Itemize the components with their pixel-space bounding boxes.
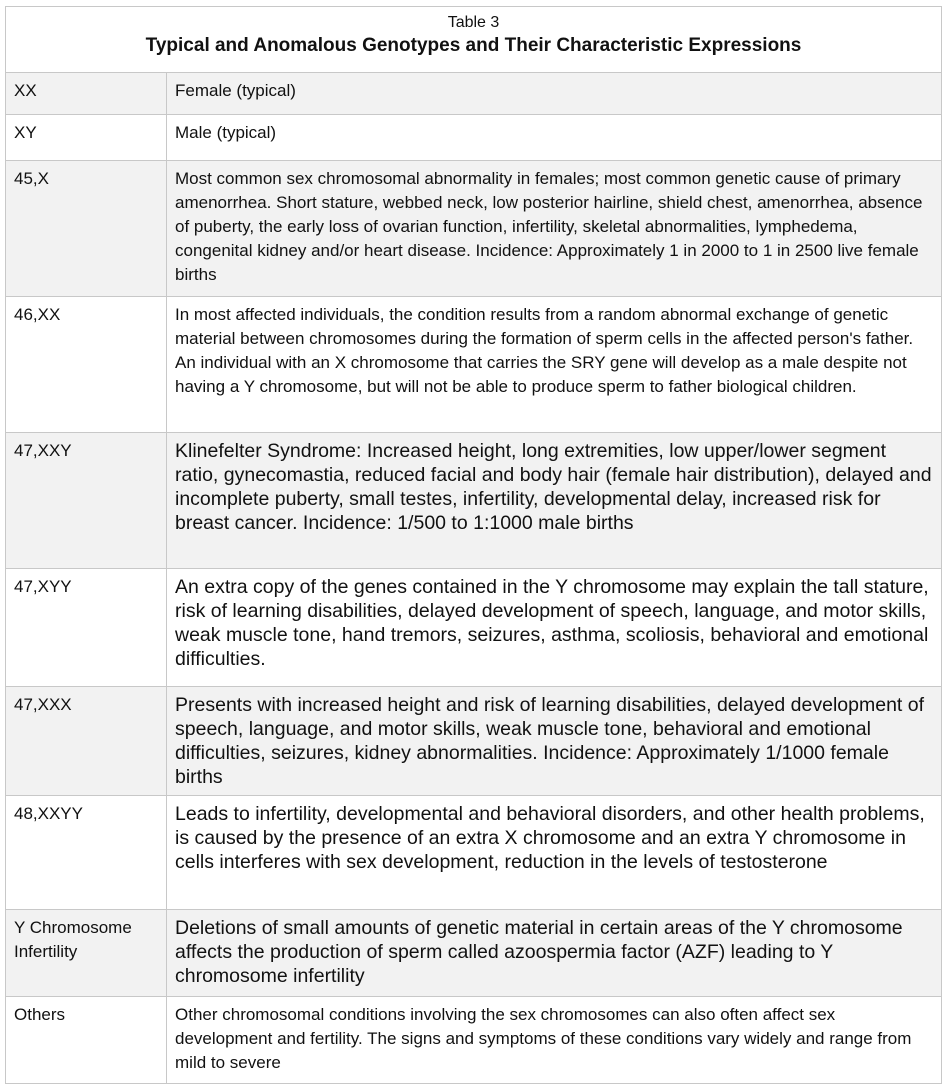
genotype-cell: 47,XXX [6,687,167,796]
table-row [6,910,942,997]
expression-cell: Most common sex chromosomal abnormality in females; most common genetic cause of primary amenorrhea. Short stature, webbed neck, low posterior hairline, shield chest, amenorrhea, absence of puberty, the early loss of ovarian function, infertility, skeletal abnormalities, lymphedema, congenital kidney and/or heart disease. Incidence: Approximately 1 in 2000 to 1 in 2500 live female births [167,161,942,297]
genotype-cell: 46,XX [6,297,167,433]
expression-cell: Female (typical) [167,73,942,115]
genotype-cell: 45,X [6,161,167,297]
table-row [6,687,942,796]
genotype-cell: XX [6,73,167,115]
table-row [6,796,942,910]
genotype-cell: Y Chromosome Infertility [6,910,167,997]
table-label: Table 3 [447,14,500,31]
genotype-table [5,6,942,1084]
genotype-cell: Others [6,997,167,1084]
expression-cell: Deletions of small amounts of genetic material in certain areas of the Y chromosome affects the production of sperm called azoospermia factor (AZF) leading to Y chromosome infertility [167,910,942,997]
table-row [6,433,942,569]
table-row [6,161,942,297]
expression-cell: Presents with increased height and risk of learning disabilities, delayed development of speech, language, and motor skills, weak muscle tone, behavioral and emotional difficulties, seizures, kidney abnormalities. Incidence: Approximately 1/1000 female births [167,687,942,796]
expression-cell: Other chromosomal conditions involving the sex chromosomes can also often affect sex development and fertility. The signs and symptoms of these conditions vary widely and range from mild to severe [167,997,942,1084]
table-heading: Typical and Anomalous Genotypes and Their Characteristic Expressions [145,35,802,56]
table-row [6,115,942,161]
table-row [6,73,942,115]
genotype-cell: 48,XXYY [6,796,167,910]
table-row [6,569,942,687]
expression-cell: Male (typical) [167,115,942,161]
genotype-cell: 47,XYY [6,569,167,687]
table-row [6,297,942,433]
table-title [6,7,942,73]
genotype-cell: 47,XXY [6,433,167,569]
table-row [6,997,942,1084]
expression-cell: Klinefelter Syndrome: Increased height, long extremities, low upper/lower segment ratio, gynecomastia, reduced facial and body hair (female hair distribution), delayed and incomplete puberty, small testes, infertility, developmental delay, increased risk for breast cancer. Incidence: 1/500 to 1:1000 male births [167,433,942,569]
expression-cell: In most affected individuals, the condition results from a random abnormal exchange of genetic material between chromosomes during the formation of sperm cells in the affected person's father. An individual with an X chromosome that carries the SRY gene will develop as a male despite not having a Y chromosome, but will not be able to produce sperm to father biological children. [167,297,942,433]
expression-cell: An extra copy of the genes contained in the Y chromosome may explain the tall stature, risk of learning disabilities, delayed development of speech, language, and motor skills, weak muscle tone, hand tremors, seizures, asthma, scoliosis, behavioral and emotional difficulties. [167,569,942,687]
expression-cell: Leads to infertility, developmental and behavioral disorders, and other health problems, is caused by the presence of an extra X chromosome and an extra Y chromosome in cells interferes with sex development, reduction in the levels of testosterone [167,796,942,910]
genotype-cell: XY [6,115,167,161]
